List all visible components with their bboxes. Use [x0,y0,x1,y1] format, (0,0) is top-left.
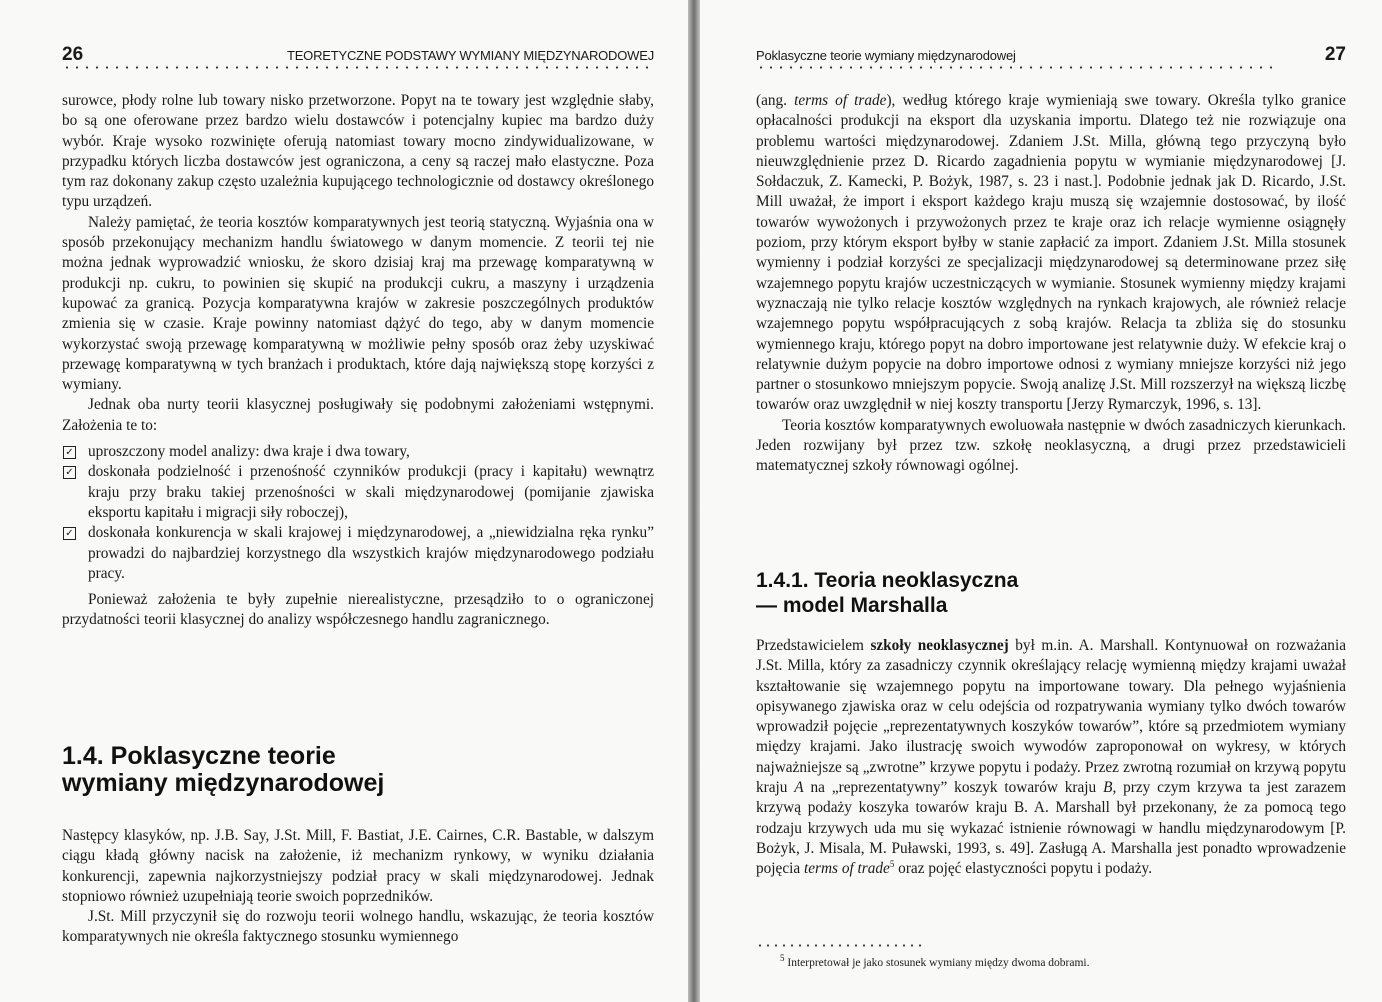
right-page [700,0,1382,1002]
list-item-text: doskonała konkurencja w skali krajowej i międzynarodowej, a „niewidzialna ręka rynku” prowadzi do najbardziej korzystnego dla wszystkich krajów międzynarodowego podziału pracy. [88,524,654,582]
text-run: , przy czym krzywa ta jest zarazem krzywą podaży koszyka towarów kraju B. A. Marshall był przekonany, że za pomocą tego rodzaju krzywych uda mu się wykazać istnienie równowagi w handlu międzynarodowym [P. Bożyk, J. Misala, M. Puławski, 1993, s. 49]. Zasługą A. Marshalla jest ponadto wprowadzenie pojęcia [756,779,1346,878]
list-item-text: uproszczony model analizy: dwa kraje i dwa towary, [88,443,410,461]
left-body-bottom [62,826,654,948]
paragraph: Teoria kosztów komparatywnych ewoluowała następnie w dwóch zasadniczych kierunkach. Jeden rozwijany był przez tzw. szkołę neoklasyczną, a drugi przez przedstawicieli matematycznej szkoły równowagi ogólnej. [756,416,1346,475]
left-page [0,0,688,1002]
header-dotted-rule [62,66,654,69]
italic-term: terms of trade [804,860,890,878]
right-body-top [756,91,1346,477]
list-item [62,462,654,523]
right-page-header [756,44,1346,66]
heading-line: — model Marshalla [756,594,948,617]
footnote-mark: 5 [780,953,785,964]
bold-term: szkoły neoklasycznej [870,637,1009,654]
paragraph: surowce, płody rolne lub towary nisko przetworzone. Popyt na te towary jest względnie słaby, bo są one oferowane przez bardzo wielu dostawców i potencjalny kupiec ma bardzo duży wybór. Kraje wysoko rozwinięte oferują natomiast towary mocno zindywidualizowane, w przypadku których liczba dostawców jest ograniczona, a ceny są raczej mało elastyczne. Poza tym raz dokonany zakup często uzależnia kupującego technologicznie od dostawcy określonego typu urządzeń. [62,92,654,211]
checkbox-checked-icon: ✓ [63,466,76,479]
section-heading-1-4 [62,743,582,797]
text-run: na „reprezentatywny” koszyk towarów kraju [803,779,1104,797]
running-head: Poklasyczne teorie wymiany międzynarodowej [756,48,1016,63]
text-run: ), według którego kraje wymieniają swe towary. Określa tylko granice opłacalności produkcji na eksport dla uzyskania importu. Dlatego też nie rozwiązuje ona problemu wartości międzynarodowej. Zdaniem J.St. Milla, główną tego przyczyną było nieuwzględnienie przez D. Ricardo zagadnienia popytu w wymianie międzynarodowej [J. Sołdaczuk, Z. Kamecki, P. Bożyk, 1987, s. 23 i nast.]. Podobnie jednak jak D. Ricardo, J.St. Mill uważał, że import i eksport każdego kraju muszą się wzajemnie dostosować, by ilość towarów wywożonych i przywożonych przez te kraje oraz ich relacje wymienne osiągnęły poziom, przy którym eksport byłby w stanie zapłacić za import. Zdaniem J.St. Milla stosunek wymienny i podział korzyści ze specjalizacji międzynarodowej są determinowane przez siłę wzajemnego popytu krajów uczestniczących w wymianie. Stosunek wymienny między krajami wyznaczają nie tylko relacje kosztów względnych na rynkach krajowych, ale również relacje wzajemnego popytu współpracujących z sobą krajów. Relacja ta zbliża się do stosunku wymiennego kraju, którego popyt na dobro importowane jest relatywnie duży. W efekcie kraj o relatywnie dużym popycie na dobro importowe odnosi z wymiany mniejsze korzyści niż jego partner o stosunkowo mniejszym popycie. Swoją analizę J.St. Mill rozszerzył na większą liczbę towarów oraz uwzględnił w niej koszty transportu [Jerzy Rymarczyk, 1996, s. 13]. [756,92,1346,414]
list-item [62,523,654,584]
footnote-text: Interpretował je jako stosunek wymiany między dwoma dobrami. [787,957,1090,969]
checkbox-checked-icon: ✓ [63,527,76,540]
footnote-separator [756,944,926,947]
paragraph: Należy pamiętać, że teoria kosztów komparatywnych jest teorią statyczną. Wyjaśnia ona w sposób przekonujący mechanizm handlu światowego w danym momencie. Z teorii tej nie można jednak wyprowadzić wniosku, że skoro dzisiaj kraj ma przewagę komparatywną w produkcji np. cukru, to powinien się skupić na produkcji cukru, a maszyny i urządzenia kupować za granicą. Pozycja komparatywna krajów w zakresie poszczególnych produktów zmienia się w czasie. Kraje powinny natomiast dążyć do tego, aby w danym momencie wykorzystać swoją przewagę komparatywną w możliwie pełny sposób oraz żeby uzyskiwać przewagę komparatywną w tych branżach i produktach, które dają największą stopę korzyści z wymiany. [62,213,654,394]
running-head: TEORETYCZNE PODSTAWY WYMIANY MIĘDZYNARODOWEJ [286,48,654,63]
italic-term: terms of trade [794,92,887,109]
footnote [780,953,1320,970]
page-number: 27 [1324,44,1346,65]
page-number: 26 [62,44,84,65]
text-run: (ang. [756,92,795,109]
text-run: Przedstawicielem [756,637,871,654]
footnote-reference: 5 [889,859,895,870]
heading-line: Poklasyczne teorie [110,742,336,770]
checkbox-checked-icon: ✓ [63,446,76,459]
header-dotted-rule [756,66,1272,69]
list-item-text: doskonała podzielność i przenośność czynników produkcji (pracy i kapitału) wewnątrz kraju przy braku takiej przenośności w skali międzynarodowej (pomijanie zjawiska eksportu kapitału i migracji siły roboczej), [88,463,654,521]
italic-term: A [794,779,804,797]
heading-line: wymiany międzynarodowej [62,769,385,797]
right-body-bottom [756,636,1346,880]
section-heading-1-4-1 [756,568,1276,618]
text-run: oraz pojęć elastyczności popytu i podaży. [894,860,1153,878]
assumption-list [62,442,654,584]
left-body-top [62,91,654,631]
paragraph: Następcy klasyków, np. J.B. Say, J.St. Mill, F. Bastiat, J.E. Cairnes, C.R. Bastable, w dalszym ciągu kładą główny nacisk na założenie, iż mechanizm rynkowy, w wyniku działania konkurencji, zapewnia najkorzystniejszy podział pracy w skali międzynarodowej. Jednak stopniowo również uzupełniają teorie swoich poprzedników. [62,827,654,905]
italic-term: B [1103,779,1113,797]
paragraph: Jednak oba nurty teorii klasycznej posługiwały się podobnymi założeniami wstępnymi. Założenia te to: [62,396,654,434]
paragraph: Ponieważ założenia te były zupełnie nierealistyczne, przesądziło to o ograniczonej przydatności teorii klasycznej do analizy współczesnego handlu zagranicznego. [62,591,654,629]
heading-number: 1.4. [62,742,104,770]
left-page-header [62,44,654,66]
list-item [62,442,654,462]
paragraph [756,91,1346,416]
text-run: był m.in. A. Marshall. Kontynuował on rozważania J.St. Milla, który za zasadniczy czynnik określający relację wymienną między krajami uważał kształtowanie się wzajemnego popytu na importowane towary. Dla pełnego wyjaśnienia opisywanego zjawiska oraz w celu odejścia od rozpatrywania wymiany tylko dwóch towarów wprowadził pojęcie „reprezentatywnych koszyków towarów”, które są przedmiotem wymiany między krajami. Jako ilustrację swoich wywodów zaproponował on wykresy, w których najważniejsze są „zwrotne” krzywe popytu i podaży. Przez zwrotną rozumiał on krzywą popytu kraju [756,637,1346,797]
book-gutter [688,0,700,1002]
paragraph [756,636,1346,880]
heading-line: 1.4.1. Teoria neoklasyczna [756,569,1019,592]
paragraph: J.St. Mill przyczynił się do rozwoju teorii wolnego handlu, wskazując, że teoria kosztów komparatywnych nie określa faktycznego stosunku wymiennego [62,908,654,946]
